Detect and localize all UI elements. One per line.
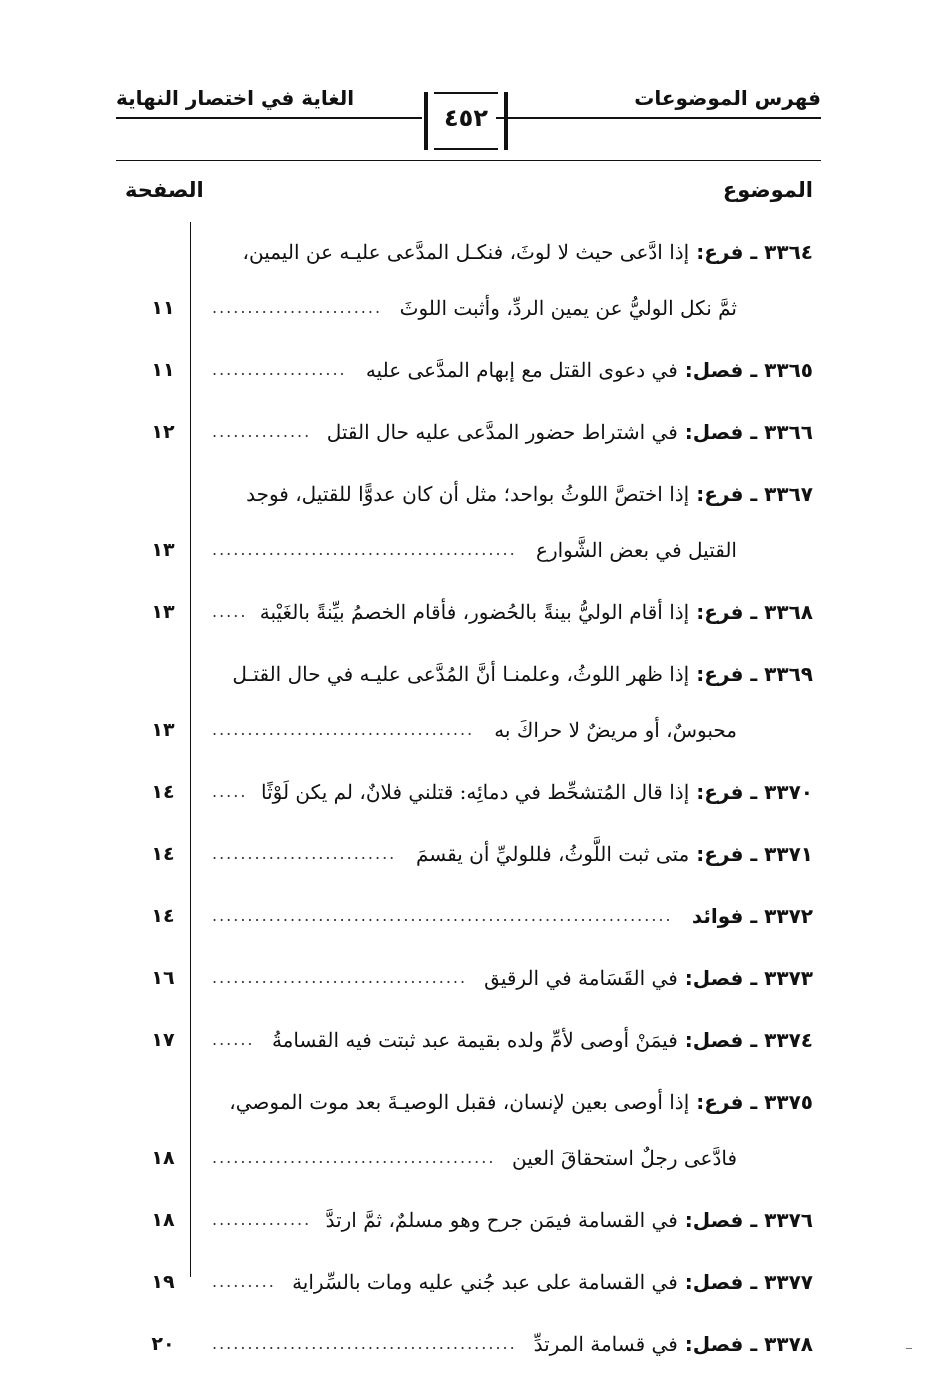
index-entry xyxy=(120,590,813,646)
entry-title-continued: محبوسٌ، أو مريضٌ لا حراكَ به xyxy=(494,718,737,742)
dot-leader: ..... xyxy=(212,782,248,801)
entry-title: إذا اختصَّ اللوثُ بواحد؛ مثل أن كان عدوًّا للقتيل، فوجد xyxy=(246,482,690,506)
entry-line xyxy=(120,1018,813,1074)
entry-text xyxy=(272,1018,813,1062)
index-entry xyxy=(120,1080,813,1192)
header-rule-left xyxy=(116,117,422,119)
entry-line xyxy=(120,956,813,1012)
dot-leader: .......................... xyxy=(212,844,397,863)
index-entry xyxy=(120,348,813,404)
entry-title: في القسامة فيمَن جرح وهو مسلمٌ، ثمَّ ارتدَّ xyxy=(325,1208,678,1232)
entry-line xyxy=(120,1080,813,1136)
top-rule xyxy=(116,160,821,161)
dot-leader: ..................................... xyxy=(212,720,475,739)
entry-line xyxy=(120,770,813,826)
entry-kind: ـ فرع: xyxy=(689,600,765,624)
footer-mark xyxy=(906,1348,912,1349)
index-entry xyxy=(120,832,813,888)
entry-title: في اشتراط حضور المدَّعى عليه حال القتل xyxy=(326,420,678,444)
entry-text xyxy=(692,894,813,938)
entry-text xyxy=(416,832,813,876)
entry-title-continued: فادَّعى رجلٌ استحقاقَ العين xyxy=(512,1146,737,1170)
index-entry xyxy=(120,472,813,584)
entry-text xyxy=(366,348,813,392)
entry-number: ٣٣٧١ xyxy=(764,842,813,866)
column-header-page: الصفحة xyxy=(125,178,204,202)
entry-page-number: ١٣ xyxy=(151,539,175,561)
dot-leader: ................................................................. xyxy=(212,906,673,925)
entry-page-number: ١٨ xyxy=(151,1147,175,1169)
entry-text xyxy=(243,230,813,274)
entry-number: ٣٣٧٧ xyxy=(764,1270,813,1294)
index-entry xyxy=(120,230,813,342)
header-right-title: فهرس الموضوعات xyxy=(634,86,821,110)
dot-leader: ................... xyxy=(212,360,347,379)
entry-number: ٣٣٦٧ xyxy=(764,482,813,506)
dot-leader: ...... xyxy=(212,1030,255,1049)
entry-text xyxy=(260,590,813,634)
entry-text xyxy=(327,410,813,454)
entry-title: في قسامة المرتدِّ xyxy=(533,1332,678,1356)
entry-title: إذا ظهر اللوثُ، وعلمنـا أنَّ المُدَّعى عليـه في حال القتـل xyxy=(232,662,690,686)
entry-kind: ـ فرع: xyxy=(689,1090,765,1114)
dot-leader: .............. xyxy=(212,422,312,441)
entry-number: ٣٣٧٢ xyxy=(764,904,813,928)
entry-title: إذا قال المُتشحِّط في دمائِه: قتلني فلانٌ، لم يكن لَوْثًا xyxy=(260,780,690,804)
entry-number: ٣٣٧٨ xyxy=(764,1332,813,1356)
entry-line xyxy=(120,894,813,950)
entry-title: في القسامة على عبد جُني عليه ومات بالسِّراية xyxy=(292,1270,678,1294)
entry-line xyxy=(120,348,813,404)
entry-page-number: ١٤ xyxy=(151,905,175,927)
dot-leader: .............. xyxy=(212,1210,312,1229)
entry-text xyxy=(229,1080,813,1124)
entry-line-continued xyxy=(120,528,813,584)
entry-title: إذا ادَّعى حيث لا لوثَ، فنكـل المدَّعى عليـه عن اليمين، xyxy=(242,240,690,264)
entry-kind: ـ فصل: xyxy=(677,358,765,382)
entry-text xyxy=(484,956,813,1000)
entry-kind: ـ فرع: xyxy=(689,482,765,506)
index-entry xyxy=(120,894,813,950)
entry-line xyxy=(120,410,813,466)
entry-kind: ـ فصل: xyxy=(677,966,765,990)
entry-page-number: ١٦ xyxy=(151,967,175,989)
entry-title-continued: القتيل في بعض الشَّوارع xyxy=(536,538,737,562)
dot-leader: .................................... xyxy=(212,968,468,987)
entry-number: ٣٣٦٩ xyxy=(764,662,813,686)
entry-line xyxy=(120,1198,813,1254)
entry-number: ٣٣٦٤ xyxy=(764,240,813,264)
entry-title: في دعوى القتل مع إبهام المدَّعى عليه xyxy=(365,358,678,382)
entry-kind: ـ فوائد xyxy=(691,904,765,928)
entry-number: ٣٣٦٦ xyxy=(764,420,813,444)
page-number: ٤٥٢ xyxy=(444,104,488,132)
entry-title: فيمَنْ أوصى لأمِّ ولده بقيمة عبد ثبتت فيه القسامةُ xyxy=(271,1028,678,1052)
entry-kind: ـ فرع: xyxy=(689,240,765,264)
index-entry xyxy=(120,770,813,826)
index-entry xyxy=(120,1260,813,1316)
index-entry xyxy=(120,1198,813,1254)
entry-page-number: ١٨ xyxy=(151,1209,175,1231)
entry-number: ٣٣٧٣ xyxy=(764,966,813,990)
entry-page-number: ١٧ xyxy=(151,1029,175,1051)
index-entry xyxy=(120,956,813,1012)
index-entry xyxy=(120,1322,813,1378)
entry-kind: ـ فصل: xyxy=(677,1332,765,1356)
entry-page-number: ٢٠ xyxy=(151,1333,175,1355)
dot-leader: ........................................ xyxy=(212,1148,496,1167)
header-left-title: الغاية في اختصار النهاية xyxy=(116,86,355,110)
entry-kind: ـ فصل: xyxy=(677,420,765,444)
entry-line xyxy=(120,472,813,528)
entry-number: ٣٣٧٦ xyxy=(764,1208,813,1232)
entry-number: ٣٣٦٥ xyxy=(764,358,813,382)
dot-leader: ..... xyxy=(212,602,248,621)
entry-text xyxy=(534,1322,813,1366)
entry-number: ٣٣٧٤ xyxy=(764,1028,813,1052)
dot-leader: ........................................... xyxy=(212,540,517,559)
dot-leader: ......... xyxy=(212,1272,276,1291)
entry-title-continued: ثمَّ نكل الوليُّ عن يمين الردِّ، وأثبت اللوثَ xyxy=(399,296,737,320)
entry-number: ٣٣٧٠ xyxy=(764,780,813,804)
entry-text xyxy=(326,1198,813,1242)
page-number-frame xyxy=(424,92,508,150)
entry-title: إذا أقام الوليُّ بينةً بالحُضور، فأقام الخصمُ بيِّنةً بالغَيْبة xyxy=(259,600,690,624)
entry-kind: ـ فصل: xyxy=(677,1208,765,1232)
entry-page-number: ١٣ xyxy=(151,601,175,623)
entry-number: ٣٣٧٥ xyxy=(764,1090,813,1114)
entry-page-number: ١٤ xyxy=(151,781,175,803)
entry-kind: ـ فرع: xyxy=(689,842,765,866)
entry-kind: ـ فصل: xyxy=(677,1270,765,1294)
entry-kind: ـ فرع: xyxy=(689,780,765,804)
entry-line xyxy=(120,590,813,646)
entry-text xyxy=(261,770,813,814)
header-rule-right xyxy=(496,117,821,119)
entry-line xyxy=(120,652,813,708)
entry-text xyxy=(246,472,813,516)
entry-page-number: ١١ xyxy=(151,359,175,381)
entry-title: في القَسَامة في الرقيق xyxy=(484,966,678,990)
entry-text xyxy=(232,652,813,696)
dot-leader: ........................ xyxy=(212,298,383,317)
entry-line xyxy=(120,230,813,286)
entry-page-number: ١٩ xyxy=(151,1271,175,1293)
entry-line-continued xyxy=(120,1136,813,1192)
entry-text xyxy=(292,1260,813,1304)
column-header-topic: الموضوع xyxy=(722,178,813,202)
entry-line xyxy=(120,1260,813,1316)
entry-page-number: ١٢ xyxy=(151,421,175,443)
entry-page-number: ١٣ xyxy=(151,719,175,741)
entry-line xyxy=(120,832,813,888)
index-entry xyxy=(120,652,813,764)
index-entry xyxy=(120,410,813,466)
index-entry xyxy=(120,1018,813,1074)
entry-number: ٣٣٦٨ xyxy=(764,600,813,624)
entry-kind: ـ فصل: xyxy=(677,1028,765,1052)
entry-line-continued xyxy=(120,708,813,764)
dot-leader: ........................................... xyxy=(212,1334,517,1353)
entry-title: إذا أوصى بعين لإنسان، فقبل الوصيـةَ بعد موت الموصي، xyxy=(229,1090,690,1114)
entry-title: متى ثبت اللَّوثُ، فللوليِّ أن يقسمَ xyxy=(415,842,690,866)
entry-page-number: ١٤ xyxy=(151,843,175,865)
entry-page-number: ١١ xyxy=(151,297,175,319)
entry-line-continued xyxy=(120,286,813,342)
entry-kind: ـ فرع: xyxy=(689,662,765,686)
entry-line xyxy=(120,1322,813,1378)
